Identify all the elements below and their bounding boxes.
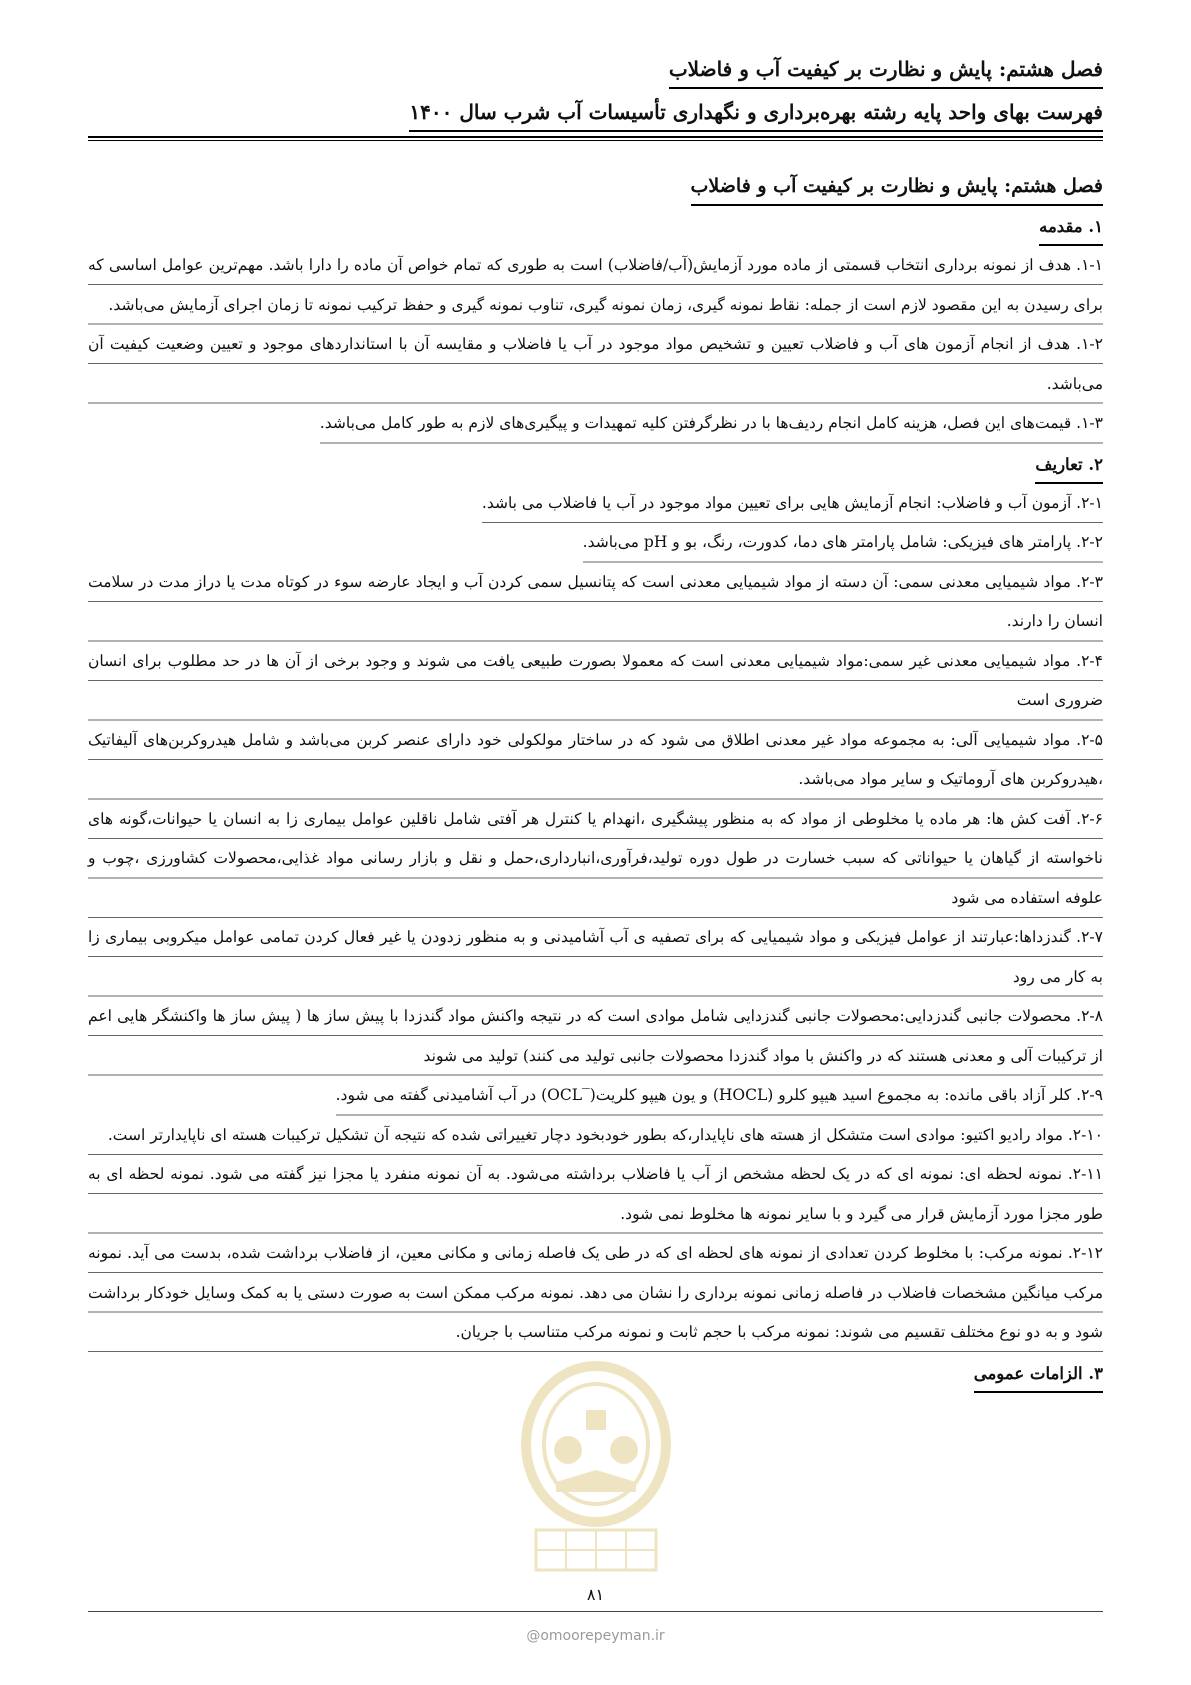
page-header: [88, 52, 1103, 132]
page-body: [88, 168, 1103, 1393]
chapter-title: فصل هشتم: پایش و نظارت بر کیفیت آب و فاضلاب: [669, 52, 1103, 89]
paragraph-2-7: ۲-۷. گندزداها:عبارتند از عوامل فیزیکی و مواد شیمیایی که برای تصفیه ی آب آشامیدنی و به منظور زدودن یا غیر فعال کردن تمامی عوامل میکروبی بیماری زا به کار می رود: [88, 918, 1103, 997]
paragraph-2-10: ۲-۱۰. مواد رادیو اکتیو: موادی است متشکل از هسته های ناپایدار،که بطور خودبخود دچار تغییراتی شده که نتیجه آن تشکیل ترکیبات هسته ای ناپایدارتر است.: [88, 1116, 1103, 1156]
paragraph-1-3: ۱-۳. قیمت‌های این فصل، هزینه کامل انجام ردیف‌ها با در نظرگرفتن کلیه تمهیدات و پیگیری‌های لازم به طور کامل می‌باشد.: [320, 404, 1103, 444]
footer-divider: [88, 1611, 1103, 1612]
paragraph-2-6: ۲-۶. آفت کش ها: هر ماده یا مخلوطی از مواد که به منظور پیشگیری ،انهدام یا کنترل هر آفتی شامل ناقلین عوامل بیماری زا به انسان یا حیوانات،گونه های ناخواسته از گیاهان یا حیواناتی که سبب خسارت در طول دوره تولید،فرآوری،انبارداری،حمل و نقل و بازار رسانی مواد غذایی،محصولات کشاورزی ،چوب و علوفه استفاده می شود: [88, 800, 1103, 919]
section-title: فصل هشتم: پایش و نظارت بر کیفیت آب و فاضلاب: [691, 168, 1103, 206]
paragraph-1-1: ۱-۱. هدف از نمونه برداری انتخاب قسمتی از ماده مورد آزمایش(آب/فاضلاب) است به طوری که تمام خواص آن ماده را دارا باشد. مهم‌ترین عوامل اساسی که برای رسیدن به این مقصود لازم است از جمله: نقاط نمونه گیری، زمان نمونه گیری، تناوب نمونه گیری و حفظ ترکیب نمونه تا زمان اجرای آزمایش می‌باشد.: [88, 246, 1103, 325]
paragraph-2-12: ۲-۱۲. نمونه مرکب: با مخلوط کردن تعدادی از نمونه های لحظه ای که در طی یک فاصله زمانی و مکانی معین، از فاضلاب برداشت شده، بدست می آید. نمونه مرکب میانگین مشخصات فاضلاب در فاصله زمانی نمونه برداری را نشان می دهد. نمونه مرکب ممکن است به صورت دستی یا به کمک وسایل خودکار برداشت شود و به دو نوع مختلف تقسیم می شوند: نمونه مرکب با حجم ثابت و نمونه مرکب متناسب با جریان.: [88, 1234, 1103, 1353]
paragraph-2-4: ۲-۴. مواد شیمیایی معدنی غیر سمی:مواد شیمیایی معدنی است که معمولا بصورت طبیعی یافت می شوند و وجود برخی از آن ها در حد مطلوب برای انسان ضروری است: [88, 642, 1103, 721]
paragraph-2-9: ۲-۹. کلر آزاد باقی مانده: به مجموع اسید هیپو کلرو (HOCL) و یون هیپو کلریت(‾OCL) در آب آشامیدنی گفته می شود.: [336, 1076, 1103, 1116]
heading-general-requirements: ۳. الزامات عمومی: [974, 1357, 1103, 1393]
paragraph-2-3: ۲-۳. مواد شیمیایی معدنی سمی: آن دسته از مواد شیمیایی معدنی است که پتانسیل سمی کردن آب و ایجاد عارضه سوء در کوتاه مدت یا دراز مدت در سلامت انسان را دارند.: [88, 563, 1103, 642]
paragraph-2-1: ۲-۱. آزمون آب و فاضلاب: انجام آزمایش هایی برای تعیین مواد موجود در آب یا فاضلاب می باشد.: [482, 484, 1103, 524]
header-divider: [88, 136, 1103, 141]
page-number: ۸۱: [586, 1585, 605, 1604]
heading-definitions: ۲. تعاریف: [1035, 448, 1103, 484]
watermark-logo: [506, 1352, 686, 1582]
paragraph-1-2: ۱-۲. هدف از انجام آزمون های آب و فاضلاب تعیین و تشخیص مواد موجود در آب یا فاضلاب و مقایسه آن با استانداردهای موجود و تعیین وضعیت کیفیت آن می‌باشد.: [88, 325, 1103, 404]
paragraph-2-2: ۲-۲. پارامتر های فیزیکی: شامل پارامتر های دما، کدورت، رنگ، بو و pH می‌باشد.: [583, 523, 1103, 563]
book-title: فهرست بهای واحد پایه رشته بهره‌برداری و نگهداری تأسیسات آب شرب سال ۱۴۰۰: [409, 95, 1103, 132]
paragraph-2-11: ۲-۱۱. نمونه لحظه ای: نمونه ای که در یک لحظه مشخص از آب یا فاضلاب برداشته می‌شود. به آن نمونه منفرد یا مجزا نیز گفته می شود. نمونه لحظه ای به طور مجزا مورد آزمایش قرار می گیرد و با سایر نمونه ها مخلوط نمی شود.: [88, 1155, 1103, 1234]
site-watermark: @omoorepeyman.ir: [526, 1628, 665, 1644]
heading-introduction: ۱. مقدمه: [1039, 210, 1103, 246]
paragraph-2-8: ۲-۸. محصولات جانبی گندزدایی:محصولات جانبی گندزدایی شامل موادی است که در نتیجه واکنش مواد گندزدا با پیش ساز ها ( پیش ساز ها واکنشگر هایی اعم از ترکیبات آلی و معدنی هستند که در واکنش با مواد گندزدا محصولات جانبی تولید می کنند) تولید می شوند: [88, 997, 1103, 1076]
paragraph-2-5: ۲-۵. مواد شیمیایی آلی: به مجموعه مواد غیر معدنی اطلاق می شود که در ساختار مولکولی خود دارای عنصر کربن می‌باشد و شامل هیدروکربن‌های آلیفاتیک ،هیدروکربن های آروماتیک و سایر مواد می‌باشد.: [88, 721, 1103, 800]
